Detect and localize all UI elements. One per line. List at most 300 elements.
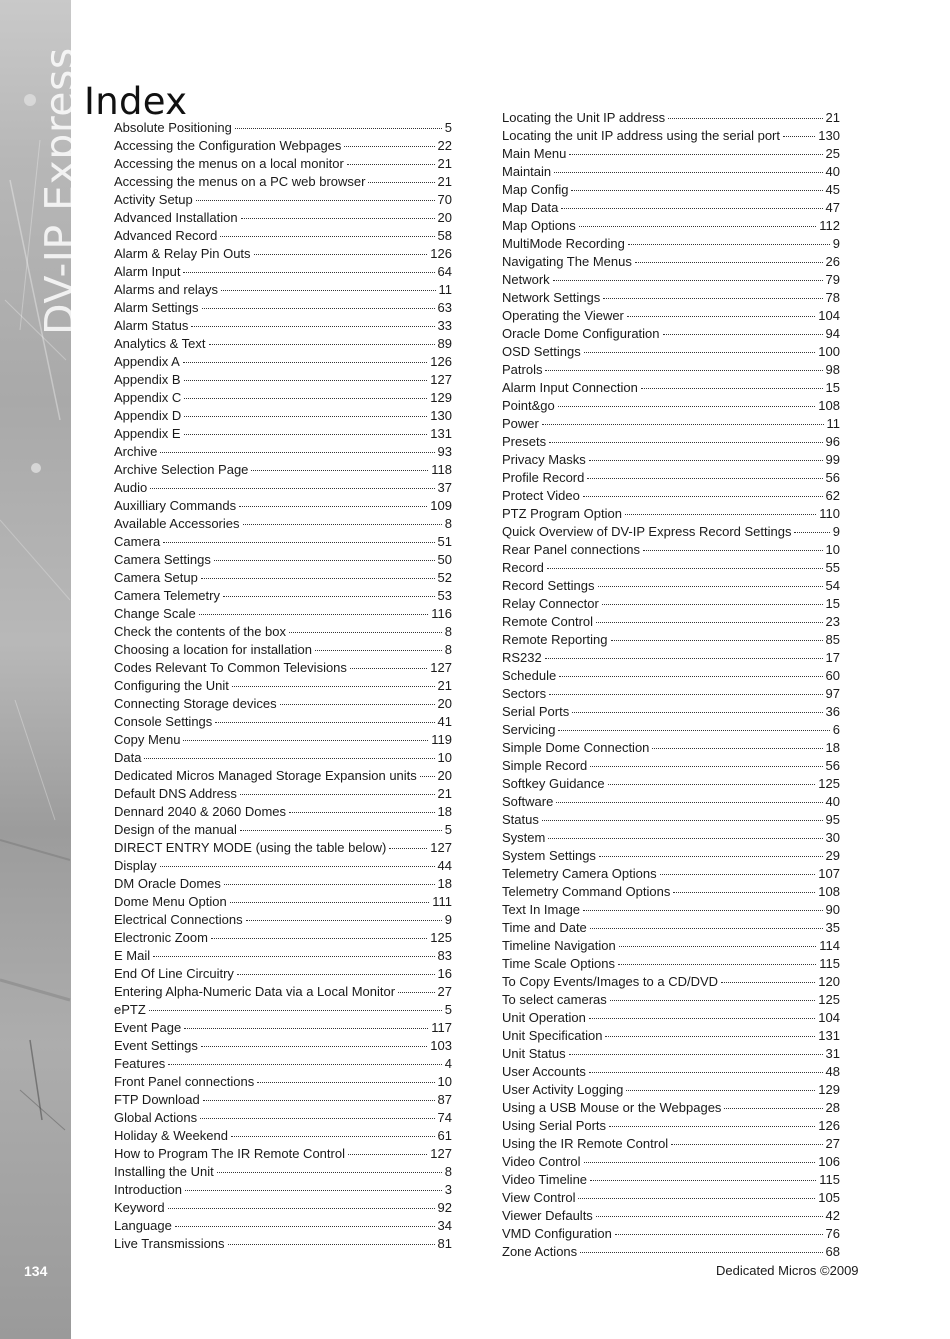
index-entry xyxy=(502,703,840,721)
index-entry-page: 127 xyxy=(430,1146,452,1161)
index-entry-page: 27 xyxy=(437,984,452,999)
dot-leader xyxy=(556,802,822,803)
index-entry-term: Check the contents of the box xyxy=(114,624,286,639)
index-entry xyxy=(502,109,840,127)
index-entry-page: 74 xyxy=(437,1110,452,1125)
dot-leader xyxy=(217,1172,442,1173)
dot-leader xyxy=(200,1118,434,1119)
index-entry xyxy=(502,433,840,451)
dot-leader xyxy=(223,596,435,597)
dot-leader xyxy=(554,172,822,173)
dot-leader xyxy=(545,658,823,659)
index-entry-page: 55 xyxy=(825,560,840,575)
index-entry-page: 117 xyxy=(431,1020,452,1035)
index-entry-term: Default DNS Address xyxy=(114,786,237,801)
index-entry xyxy=(114,353,452,371)
dot-leader xyxy=(596,1216,823,1217)
index-entry-term: Video Timeline xyxy=(502,1172,588,1187)
index-entry-page: 27 xyxy=(825,1136,840,1151)
index-entry-page: 83 xyxy=(437,948,452,963)
index-entry xyxy=(502,1045,840,1063)
index-entry-term: RS232 xyxy=(502,650,542,665)
dot-leader xyxy=(150,488,434,489)
dot-leader xyxy=(184,380,428,381)
index-entry-term: Advanced Installation xyxy=(114,210,238,225)
dot-leader xyxy=(626,1090,815,1091)
index-entry xyxy=(502,811,840,829)
index-entry xyxy=(114,1091,452,1109)
index-entry-page: 48 xyxy=(825,1064,840,1079)
index-entry-page: 93 xyxy=(437,444,452,459)
dot-leader xyxy=(235,128,442,129)
dot-leader xyxy=(583,496,823,497)
index-entry xyxy=(114,713,452,731)
index-entry-page: 41 xyxy=(437,714,452,729)
index-entry-page: 5 xyxy=(444,1002,452,1017)
dot-leader xyxy=(168,1064,441,1065)
index-entry-term: Softkey Guidance xyxy=(502,776,605,791)
index-entry-term: Map Data xyxy=(502,200,559,215)
index-entry-page: 127 xyxy=(430,372,452,387)
dot-leader xyxy=(221,290,435,291)
index-entry xyxy=(502,847,840,865)
index-entry xyxy=(502,487,840,505)
index-entry xyxy=(502,1135,840,1153)
dot-leader xyxy=(420,776,435,777)
index-entry-term: Camera Setup xyxy=(114,570,198,585)
dot-leader xyxy=(389,848,427,849)
index-entry-page: 87 xyxy=(437,1092,452,1107)
index-entry-page: 8 xyxy=(444,642,452,657)
index-entry-term: Privacy Masks xyxy=(502,452,586,467)
dot-leader xyxy=(289,812,435,813)
index-entry xyxy=(502,973,840,991)
dot-leader xyxy=(542,424,824,425)
decorative-side-strip xyxy=(0,0,84,1339)
index-entry-term: Point&go xyxy=(502,398,555,413)
index-entry-page: 37 xyxy=(437,480,452,495)
dot-leader xyxy=(589,1018,815,1019)
index-entry-page: 104 xyxy=(818,308,840,323)
index-entry-term: Patrols xyxy=(502,362,543,377)
index-entry-term: Advanced Record xyxy=(114,228,218,243)
index-entry-page: 89 xyxy=(437,336,452,351)
dot-leader xyxy=(201,578,435,579)
page-title: Index xyxy=(84,80,188,123)
index-entry-page: 5 xyxy=(444,822,452,837)
dot-leader xyxy=(584,1162,816,1163)
index-entry xyxy=(502,541,840,559)
index-entry xyxy=(502,775,840,793)
index-entry-page: 42 xyxy=(825,1208,840,1223)
index-entry-term: Record xyxy=(502,560,544,575)
index-entry xyxy=(502,343,840,361)
index-entry-term: Time and Date xyxy=(502,920,587,935)
index-entry xyxy=(502,739,840,757)
index-entry xyxy=(114,983,452,1001)
index-entry-page: 130 xyxy=(818,128,840,143)
dot-leader xyxy=(185,1190,442,1191)
dot-leader xyxy=(668,118,822,119)
index-entry-term: Rear Panel connections xyxy=(502,542,641,557)
dot-leader xyxy=(652,748,822,749)
index-entry-page: 68 xyxy=(825,1244,840,1259)
index-entry xyxy=(502,235,840,253)
dot-leader xyxy=(584,352,816,353)
index-entry-term: DM Oracle Domes xyxy=(114,876,221,891)
dot-leader xyxy=(153,956,434,957)
index-entry-term: Electronic Zoom xyxy=(114,930,208,945)
index-entry-term: How to Program The IR Remote Control xyxy=(114,1146,345,1161)
dot-leader xyxy=(203,1100,435,1101)
index-entry-page: 107 xyxy=(818,866,840,881)
dot-leader xyxy=(350,668,427,669)
index-entry-page: 56 xyxy=(825,470,840,485)
index-entry-term: FTP Download xyxy=(114,1092,200,1107)
index-entry-term: Archive Selection Page xyxy=(114,462,249,477)
index-entry-term: Video Control xyxy=(502,1154,581,1169)
index-entry-term: Simple Record xyxy=(502,758,588,773)
index-entry-term: Front Panel connections xyxy=(114,1074,255,1089)
index-entry-page: 119 xyxy=(431,732,452,747)
dot-leader xyxy=(315,650,442,651)
index-entry-term: Remote Reporting xyxy=(502,632,608,647)
dot-leader xyxy=(184,416,427,417)
index-entry xyxy=(114,785,452,803)
index-entry xyxy=(114,263,452,281)
index-entry xyxy=(114,731,452,749)
index-entry-term: Alarm Settings xyxy=(114,300,199,315)
index-entry xyxy=(502,451,840,469)
index-entry xyxy=(502,415,840,433)
index-entry xyxy=(114,155,452,173)
index-entry-page: 125 xyxy=(430,930,452,945)
dot-leader xyxy=(220,236,434,237)
index-entry xyxy=(114,1019,452,1037)
dot-leader xyxy=(240,794,435,795)
index-entry-term: Event Settings xyxy=(114,1038,198,1053)
index-entry xyxy=(114,533,452,551)
index-entry xyxy=(114,1199,452,1217)
page-number: 134 xyxy=(24,1263,48,1279)
index-entry-page: 63 xyxy=(437,300,452,315)
dot-leader xyxy=(202,308,435,309)
index-entry xyxy=(114,695,452,713)
dot-leader xyxy=(589,460,823,461)
index-entry xyxy=(114,875,452,893)
index-entry xyxy=(114,515,452,533)
index-entry xyxy=(502,721,840,739)
index-entry xyxy=(502,325,840,343)
index-entry xyxy=(114,497,452,515)
index-entry xyxy=(114,479,452,497)
index-entry-page: 103 xyxy=(430,1038,452,1053)
index-entry xyxy=(114,245,452,263)
dot-leader xyxy=(619,946,817,947)
index-entry-page: 10 xyxy=(437,750,452,765)
dot-leader xyxy=(609,1126,815,1127)
index-entry-term: Connecting Storage devices xyxy=(114,696,277,711)
index-entry-term: Servicing xyxy=(502,722,556,737)
index-entry-page: 126 xyxy=(818,1118,840,1133)
index-entry-term: Maintain xyxy=(502,164,552,179)
index-entry xyxy=(502,793,840,811)
index-entry xyxy=(502,1099,840,1117)
index-entry xyxy=(502,217,840,235)
index-entry xyxy=(114,1163,452,1181)
index-entry xyxy=(502,307,840,325)
index-entry-page: 8 xyxy=(444,1164,452,1179)
index-entry xyxy=(114,569,452,587)
dot-leader xyxy=(243,524,442,525)
index-entry-page: 5 xyxy=(444,120,452,135)
dot-leader xyxy=(215,722,434,723)
index-entry xyxy=(114,965,452,983)
dot-leader xyxy=(724,1108,822,1109)
dot-leader xyxy=(183,362,428,363)
index-entry-term: Sectors xyxy=(502,686,547,701)
index-entry-page: 108 xyxy=(818,398,840,413)
dot-leader xyxy=(625,514,816,515)
index-entry-page: 36 xyxy=(825,704,840,719)
index-entry-page: 85 xyxy=(825,632,840,647)
index-entry xyxy=(502,379,840,397)
dot-leader xyxy=(783,136,815,137)
index-entry-page: 28 xyxy=(825,1100,840,1115)
index-entry-term: Global Actions xyxy=(114,1110,198,1125)
index-entry-page: 125 xyxy=(818,776,840,791)
index-entry-page: 29 xyxy=(825,848,840,863)
index-entry-term: Alarm Input Connection xyxy=(502,380,638,395)
dot-leader xyxy=(663,334,823,335)
index-entry xyxy=(502,901,840,919)
index-entry-page: 125 xyxy=(818,992,840,1007)
dot-leader xyxy=(643,550,823,551)
dot-leader xyxy=(660,874,816,875)
index-entry xyxy=(114,425,452,443)
index-entry-page: 130 xyxy=(430,408,452,423)
dot-leader xyxy=(671,1144,822,1145)
index-entry xyxy=(502,163,840,181)
dot-leader xyxy=(254,254,428,255)
index-entry xyxy=(114,911,452,929)
index-entry-page: 40 xyxy=(825,164,840,179)
dot-leader xyxy=(558,406,816,407)
dot-leader xyxy=(578,1198,815,1199)
index-entry-term: User Activity Logging xyxy=(502,1082,624,1097)
index-entry-page: 126 xyxy=(430,246,452,261)
index-entry-page: 35 xyxy=(825,920,840,935)
index-entry xyxy=(502,199,840,217)
index-entry-page: 99 xyxy=(825,452,840,467)
index-entry-term: To Copy Events/Images to a CD/DVD xyxy=(502,974,719,989)
index-entry-term: Dennard 2040 & 2060 Domes xyxy=(114,804,287,819)
index-entry-page: 127 xyxy=(430,660,452,675)
index-entry xyxy=(502,505,840,523)
index-entry-term: Map Config xyxy=(502,182,569,197)
index-entry-term: Text In Image xyxy=(502,902,581,917)
dot-leader xyxy=(549,694,822,695)
index-entry-page: 129 xyxy=(430,390,452,405)
index-column-left xyxy=(114,119,452,1253)
index-entry-page: 115 xyxy=(819,1172,840,1187)
index-entry xyxy=(502,127,840,145)
index-entry-term: Appendix E xyxy=(114,426,181,441)
index-entry-term: Copy Menu xyxy=(114,732,181,747)
index-entry xyxy=(114,1127,452,1145)
index-entry-page: 114 xyxy=(819,938,840,953)
dot-leader xyxy=(209,344,435,345)
index-entry-term: OSD Settings xyxy=(502,344,581,359)
index-entry-term: Electrical Connections xyxy=(114,912,243,927)
index-entry-term: Dedicated Micros Managed Storage Expansion units xyxy=(114,768,417,783)
index-entry-page: 96 xyxy=(825,434,840,449)
index-entry-term: Appendix A xyxy=(114,354,180,369)
dot-leader xyxy=(572,712,822,713)
dot-leader xyxy=(160,866,435,867)
index-entry xyxy=(502,577,840,595)
index-entry-term: Data xyxy=(114,750,142,765)
dot-leader xyxy=(605,1036,815,1037)
index-entry-term: Status xyxy=(502,812,539,827)
index-entry-page: 18 xyxy=(437,804,452,819)
index-entry-term: Codes Relevant To Common Televisions xyxy=(114,660,347,675)
index-entry-term: MultiMode Recording xyxy=(502,236,625,251)
index-entry xyxy=(114,1037,452,1055)
index-entry-page: 120 xyxy=(818,974,840,989)
index-entry xyxy=(114,893,452,911)
index-entry-term: Holiday & Weekend xyxy=(114,1128,228,1143)
index-entry-page: 53 xyxy=(437,588,452,603)
index-entry xyxy=(502,1225,840,1243)
index-entry xyxy=(502,1081,840,1099)
index-entry xyxy=(114,587,452,605)
index-entry-page: 9 xyxy=(832,236,840,251)
index-entry-term: Alarm Status xyxy=(114,318,189,333)
index-entry-page: 62 xyxy=(825,488,840,503)
index-entry-term: Using Serial Ports xyxy=(502,1118,607,1133)
index-entry xyxy=(502,649,840,667)
dot-leader xyxy=(344,146,434,147)
index-entry-page: 40 xyxy=(825,794,840,809)
dot-leader xyxy=(579,226,817,227)
index-entry-term: Unit Specification xyxy=(502,1028,603,1043)
index-entry xyxy=(502,559,840,577)
dot-leader xyxy=(561,208,822,209)
index-entry-page: 22 xyxy=(437,138,452,153)
index-entry-term: Locating the Unit IP address xyxy=(502,110,666,125)
index-entry-term: Configuring the Unit xyxy=(114,678,229,693)
index-entry-term: Operating the Viewer xyxy=(502,308,624,323)
index-entry-page: 90 xyxy=(825,902,840,917)
index-entry xyxy=(114,389,452,407)
index-entry-page: 3 xyxy=(444,1182,452,1197)
index-entry xyxy=(502,955,840,973)
index-entry xyxy=(114,137,452,155)
index-entry xyxy=(502,253,840,271)
index-entry-page: 21 xyxy=(437,678,452,693)
index-entry xyxy=(114,767,452,785)
index-entry-page: 95 xyxy=(825,812,840,827)
index-entry-page: 81 xyxy=(437,1236,452,1251)
index-entry xyxy=(114,623,452,641)
index-entry-page: 21 xyxy=(825,110,840,125)
index-entry-term: Viewer Defaults xyxy=(502,1208,593,1223)
index-entry-page: 47 xyxy=(825,200,840,215)
index-entry-term: System xyxy=(502,830,546,845)
dot-leader xyxy=(348,1154,427,1155)
dot-leader xyxy=(214,560,435,561)
index-entry-term: Network Settings xyxy=(502,290,601,305)
dot-leader xyxy=(183,740,428,741)
dot-leader xyxy=(184,398,427,399)
index-entry-term: Design of the manual xyxy=(114,822,237,837)
index-entry-term: PTZ Program Option xyxy=(502,506,622,521)
index-entry-page: 105 xyxy=(818,1190,840,1205)
index-entry-page: 21 xyxy=(437,156,452,171)
index-entry-page: 20 xyxy=(437,696,452,711)
index-entry xyxy=(502,613,840,631)
index-entry-page: 64 xyxy=(437,264,452,279)
index-entry-page: 58 xyxy=(437,228,452,243)
dot-leader xyxy=(569,154,822,155)
index-entry-term: Appendix C xyxy=(114,390,182,405)
dot-leader xyxy=(611,640,823,641)
dot-leader xyxy=(558,730,829,731)
index-column-right xyxy=(502,109,840,1261)
index-entry-term: Available Accessories xyxy=(114,516,240,531)
index-entry-term: Zone Actions xyxy=(502,1244,578,1259)
index-entry-page: 115 xyxy=(819,956,840,971)
index-entry-page: 15 xyxy=(825,596,840,611)
index-entry-term: Telemetry Command Options xyxy=(502,884,671,899)
strip-product-title: DV-IP Express xyxy=(36,47,84,335)
index-entry xyxy=(114,1217,452,1235)
index-entry xyxy=(114,335,452,353)
index-entry xyxy=(114,443,452,461)
index-entry-page: 118 xyxy=(431,462,452,477)
index-entry-term: Simple Dome Connection xyxy=(502,740,650,755)
dot-leader xyxy=(368,182,434,183)
dot-leader xyxy=(224,884,435,885)
dot-leader xyxy=(580,1252,822,1253)
dot-leader xyxy=(241,218,435,219)
index-entry-page: 127 xyxy=(430,840,452,855)
dot-leader xyxy=(641,388,823,389)
index-entry-term: E Mail xyxy=(114,948,151,963)
dot-leader xyxy=(201,1046,427,1047)
index-entry xyxy=(502,1189,840,1207)
dot-leader xyxy=(548,838,822,839)
index-entry-term: Live Transmissions xyxy=(114,1236,225,1251)
index-entry-page: 44 xyxy=(437,858,452,873)
index-entry xyxy=(502,883,840,901)
index-entry-term: Software xyxy=(502,794,554,809)
index-entry-page: 9 xyxy=(444,912,452,927)
index-entry-page: 111 xyxy=(432,894,452,909)
index-entry xyxy=(114,857,452,875)
index-entry-page: 126 xyxy=(430,354,452,369)
index-entry xyxy=(502,361,840,379)
dot-leader xyxy=(559,676,822,677)
index-entry xyxy=(114,1055,452,1073)
dot-leader xyxy=(398,992,434,993)
index-entry xyxy=(114,173,452,191)
index-entry xyxy=(114,299,452,317)
dot-leader xyxy=(228,1244,435,1245)
index-entry xyxy=(114,227,452,245)
index-entry-term: Console Settings xyxy=(114,714,213,729)
